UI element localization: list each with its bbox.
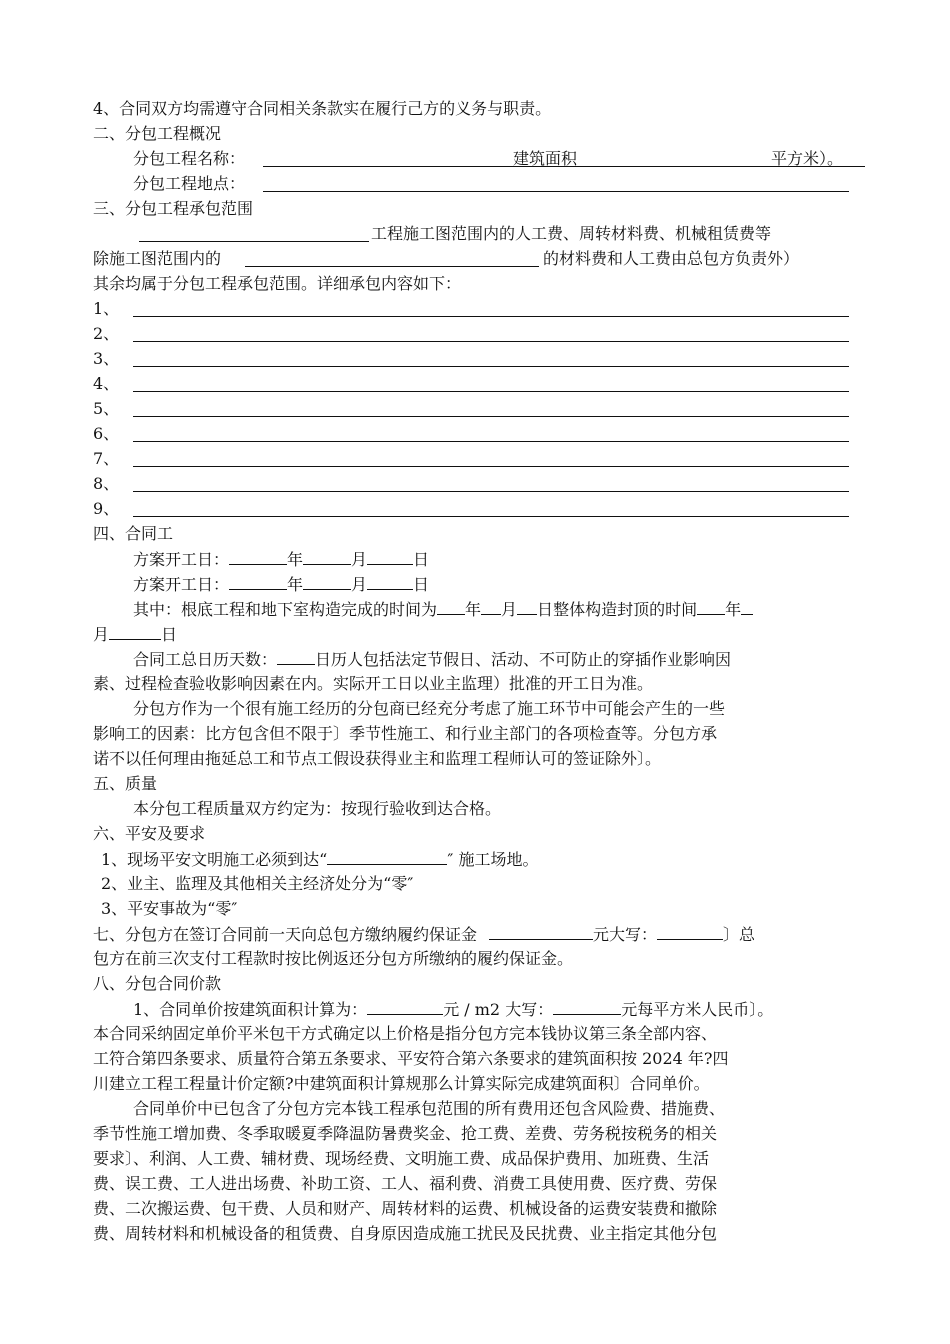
scope-text-2: 的材料费和人工费由总包方负责外） (543, 249, 800, 268)
scope-text-1: 工程施工图范围内的人工费、周转材料费、机械租赁费等 (371, 224, 772, 243)
total-days-blank[interactable] (277, 646, 315, 665)
day-blank[interactable] (367, 571, 413, 590)
scope-item-blank[interactable] (133, 441, 849, 442)
total-days-line-1: 合同工总日历天数： 日历人包括法定节假日、活动、不可防止的穿插作业影响因 (93, 646, 853, 671)
year-blank[interactable] (229, 546, 287, 565)
month-blank[interactable] (303, 571, 351, 590)
scope-item-list (93, 296, 853, 521)
price-clause-2: 工符合第四条要求、质量符合第五条要求、平安符合第六条要求的建筑面积按 2024 年?四 (93, 1049, 729, 1068)
scope-item: 4、 (93, 371, 853, 396)
scope-item-blank[interactable] (133, 466, 849, 467)
scope-item: 8、 (93, 471, 853, 496)
inclusion-clause-3: 要求〕、利润、人工费、辅材费、现场经费、文明施工费、成品保护费用、加班费、生活 (93, 1149, 710, 1168)
section-4-heading: 四、合同工 (93, 524, 174, 543)
safety-item-3: 3、平安事故为“零″ (101, 899, 238, 918)
safety-standard-blank[interactable] (327, 846, 447, 865)
scope-line-2 (93, 246, 853, 271)
delay-clause-2: 影响工的因素：比方包含但不限于〕季节性施工、和行业主部门的各项检查等。分包方承 (93, 724, 718, 743)
year-blank[interactable] (229, 571, 287, 590)
day-blank[interactable] (367, 546, 413, 565)
scope-item-blank[interactable] (133, 491, 849, 492)
scope-item: 7、 (93, 446, 853, 471)
milestone-line-2: 月 日 (93, 621, 853, 646)
month-blank[interactable] (741, 596, 753, 615)
price-clause-1: 本合同采纳固定单价平米包干方式确定以上价格是指分包方完本钱协议第三条全部内容、 (93, 1024, 718, 1043)
day-blank[interactable] (109, 621, 161, 640)
unit-price-blank[interactable] (367, 996, 443, 1015)
project-site-row (93, 171, 853, 196)
area-label: 建筑面积 (513, 149, 578, 168)
scope-item-blank[interactable] (133, 341, 849, 342)
section-2-heading: 二、分包工程概况 (93, 124, 222, 143)
inclusion-clause-1: 合同单价中已包含了分包方完本钱工程承包范围的所有费用还包含风险费、措施费、 (133, 1099, 726, 1118)
milestone-line-1: 其中：根底工程和地下室构造完成的时间为 年 月 日整体构造封顶的时间 年 (93, 596, 853, 621)
inclusion-clause-2: 季节性施工增加费、冬季取暖夏季降温防暑费奖金、抢工费、差费、劳务税按税务的相关 (93, 1124, 718, 1143)
area-unit: 平方米）。 (771, 149, 844, 168)
scope-item: 3、 (93, 346, 853, 371)
scope-item: 9、 (93, 496, 853, 521)
scope-item-blank[interactable] (133, 391, 849, 392)
scope-item: 2、 (93, 321, 853, 346)
scope-prefix-2: 除施工图范围内的 (93, 249, 222, 268)
inclusion-clause-5: 费、二次搬运费、包干费、人员和财产、周转材料的运费、机械设备的运费安装费和撤除 (93, 1199, 718, 1218)
quality-text: 本分包工程质量双方约定为：按现行验收到达合格。 (133, 799, 502, 818)
scope-blank-1[interactable] (139, 241, 369, 242)
plan-start-row-2: 方案开工日： 年 月 日 (93, 571, 853, 596)
price-clause-3: 川建立工程工程量计价定额?中建筑面积计算规那么计算实际完成建筑面积〕合同单价。 (93, 1074, 710, 1093)
plan-start-row-1: 方案开工日： 年 月 日 (93, 546, 853, 571)
scope-item: 6、 (93, 421, 853, 446)
section-7-line-1: 七、分包方在签订合同前一天向总包方缴纳履约保证金 元大写： 〕总 (93, 921, 853, 946)
year-blank[interactable] (697, 596, 725, 615)
delay-clause-1: 分包方作为一个很有施工经历的分包商已经充分考虑了施工环节中可能会产生的一些 (133, 699, 726, 718)
project-site-label: 分包工程地点： (133, 174, 246, 193)
clause-4: 4、合同双方均需遵守合同相关条款实在履行己方的义务与职责。 (93, 99, 552, 118)
scope-line-1 (93, 221, 853, 246)
project-site-blank[interactable] (263, 191, 849, 192)
delay-clause-3: 诺不以任何理由拖延总工和节点工假设获得业主和监理工程师认可的签证除外〕。 (93, 749, 662, 768)
inclusion-clause-4: 费、误工费、工人进出场费、补助工资、工人、福利费、消费工具使用费、医疗费、劳保 (93, 1174, 718, 1193)
scope-blank-2[interactable] (245, 266, 539, 267)
month-blank[interactable] (303, 546, 351, 565)
unit-price-words-blank[interactable] (553, 996, 621, 1015)
total-days-line-2: 素、过程检查验收影响因素在内。实际开工日以业主监理）批准的开工日为准。 (93, 674, 654, 693)
scope-item-blank[interactable] (133, 516, 849, 517)
project-name-row (93, 146, 853, 171)
scope-item-blank[interactable] (133, 416, 849, 417)
section-7-line-2: 包方在前三次支付工程款时按比例返还分包方所缴纳的履约保证金。 (93, 949, 574, 968)
section-3-heading: 三、分包工程承包范围 (93, 199, 254, 218)
month-blank[interactable] (481, 596, 501, 615)
scope-item-blank[interactable] (133, 366, 849, 367)
unit-price-line: 1、合同单价按建筑面积计算为： 元 / m2 大写： 元每平方米人民币〕。 (93, 996, 853, 1021)
section-5-heading: 五、质量 (93, 774, 158, 793)
safety-item-1: 1、现场平安文明施工必须到达“ ″ 施工场地。 (93, 846, 853, 871)
inclusion-clause-6: 费、周转材料和机械设备的租赁费、自身原因造成施工扰民及民扰费、业主指定其他分包 (93, 1224, 718, 1243)
scope-line-3: 其余均属于分包工程承包范围。详细承包内容如下： (93, 274, 462, 293)
project-name-label: 分包工程名称： (133, 149, 246, 168)
section-6-heading: 六、平安及要求 (93, 824, 206, 843)
bond-amount-words-blank[interactable] (657, 921, 723, 940)
year-blank[interactable] (437, 596, 465, 615)
scope-item-blank[interactable] (133, 316, 849, 317)
section-8-heading: 八、分包合同价款 (93, 974, 222, 993)
day-blank[interactable] (517, 596, 537, 615)
document-page (93, 96, 853, 1246)
bond-amount-blank[interactable] (489, 921, 593, 940)
scope-item: 1、 (93, 296, 853, 321)
safety-item-2: 2、业主、监理及其他相关主经济处分为“零″ (101, 874, 414, 893)
scope-item: 5、 (93, 396, 853, 421)
